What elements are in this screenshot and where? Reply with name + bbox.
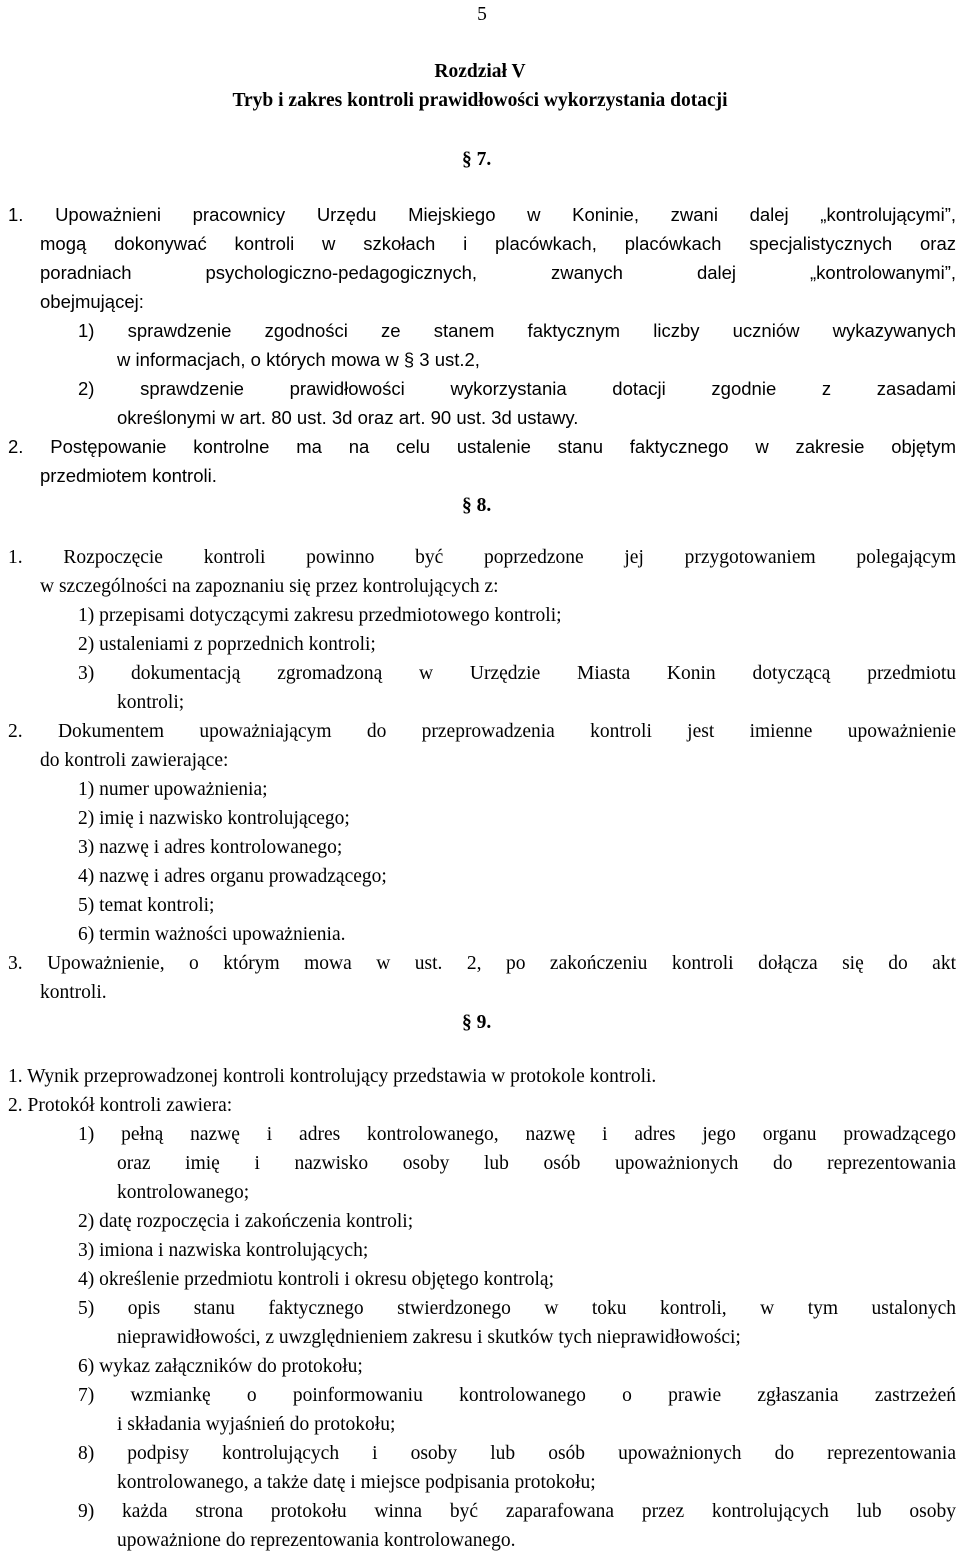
section-7-heading: § 7. <box>462 149 492 170</box>
list-item-line: kontrolowanego; <box>117 1182 250 1203</box>
page-number: 5 <box>477 4 487 25</box>
list-item-line: 4) nazwę i adres organu prowadzącego; <box>78 866 387 887</box>
list-item-line: w informacjach, o których mowa w § 3 ust.2, <box>117 349 480 370</box>
list-item-line: 3) nazwę i adres kontrolowanego; <box>78 837 343 858</box>
paragraph-line: 2. Dokumentem upoważniającym do przeprowadzenia kontroli jest imienne upoważnienie <box>8 721 956 742</box>
list-item-line: 5) opis stanu faktycznego stwierdzonego w toku kontroli, w tym ustalonych <box>78 1298 956 1319</box>
paragraph-line: poradniach psychologiczno-pedagogicznych, zwanych dalej „kontrolowanymi”, <box>40 262 956 283</box>
list-item-line: 8) podpisy kontrolujących i osoby lub osób upoważnionych do reprezentowania <box>78 1443 956 1464</box>
list-item-line: 2) imię i nazwisko kontrolującego; <box>78 808 350 829</box>
list-item-line: 1) przepisami dotyczącymi zakresu przedmiotowego kontroli; <box>78 605 562 626</box>
list-item-line: 1) sprawdzenie zgodności ze stanem faktycznym liczby uczniów wykazywanych <box>78 320 956 341</box>
list-item-line: 6) termin ważności upoważnienia. <box>78 924 346 945</box>
paragraph-line: 1. Rozpoczęcie kontroli powinno być poprzedzone jej przygotowaniem polegającym <box>8 547 956 568</box>
list-item-line: 2) datę rozpoczęcia i zakończenia kontroli; <box>78 1211 414 1232</box>
list-item-line: 2) ustaleniami z poprzednich kontroli; <box>78 634 376 655</box>
list-item-line: kontrolowanego, a także datę i miejsce podpisania protokołu; <box>117 1472 596 1493</box>
list-item-line: 4) określenie przedmiotu kontroli i okresu objętego kontrolą; <box>78 1269 555 1290</box>
paragraph-line: przedmiotem kontroli. <box>40 465 217 486</box>
paragraph-line: mogą dokonywać kontroli w szkołach i placówkach, placówkach specjalistycznych oraz <box>40 233 956 254</box>
paragraph-line: 2. Protokół kontroli zawiera: <box>8 1095 233 1116</box>
list-item-line: 1) numer upoważnienia; <box>78 779 268 800</box>
paragraph-line: 1. Upoważnieni pracownicy Urzędu Miejskiego w Koninie, zwani dalej „kontrolującymi”, <box>8 204 956 225</box>
paragraph-line: 1. Wynik przeprowadzonej kontroli kontrolujący przedstawia w protokole kontroli. <box>8 1066 657 1087</box>
chapter-title: Rozdział V <box>434 61 526 82</box>
chapter-subtitle: Tryb i zakres kontroli prawidłowości wykorzystania dotacji <box>232 90 728 111</box>
list-item-line: 1) pełną nazwę i adres kontrolowanego, nazwę i adres jego organu prowadzącego <box>78 1124 956 1145</box>
paragraph-line: 2. Postępowanie kontrolne ma na celu ustalenie stanu faktycznego w zakresie objętym <box>8 436 956 457</box>
paragraph-line: do kontroli zawierające: <box>40 750 229 771</box>
list-item-line: 3) dokumentacją zgromadzoną w Urzędzie Miasta Konin dotyczącą przedmiotu <box>78 663 956 684</box>
list-item-line: kontroli; <box>117 692 185 713</box>
section-9-heading: § 9. <box>462 1012 492 1033</box>
section-8-heading: § 8. <box>462 495 492 516</box>
list-item-line: upoważnione do reprezentowania kontrolowanego. <box>117 1530 516 1551</box>
paragraph-line: 3. Upoważnienie, o którym mowa w ust. 2, po zakończeniu kontroli dołącza się do akt <box>8 953 956 974</box>
list-item-line: 2) sprawdzenie prawidłowości wykorzystania dotacji zgodnie z zasadami <box>78 378 956 399</box>
list-item-line: 9) każda strona protokołu winna być zaparafowana przez kontrolujących lub osoby <box>78 1501 956 1522</box>
list-item-line: 3) imiona i nazwiska kontrolujących; <box>78 1240 369 1261</box>
list-item-line: i składania wyjaśnień do protokołu; <box>117 1414 396 1435</box>
list-item-line: 6) wykaz załączników do protokołu; <box>78 1356 363 1377</box>
paragraph-line: w szczególności na zapoznaniu się przez kontrolujących z: <box>40 576 499 597</box>
list-item-line: oraz imię i nazwisko osoby lub osób upoważnionych do reprezentowania <box>117 1153 956 1174</box>
list-item-line: określonymi w art. 80 ust. 3d oraz art. 90 ust. 3d ustawy. <box>117 407 579 428</box>
list-item-line: nieprawidłowości, z uwzględnieniem zakresu i skutków tych nieprawidłowości; <box>117 1327 741 1348</box>
list-item-line: 7) wzmiankę o poinformowaniu kontrolowanego o prawie zgłaszania zastrzeżeń <box>78 1385 956 1406</box>
paragraph-line: kontroli. <box>40 982 107 1003</box>
list-item-line: 5) temat kontroli; <box>78 895 215 916</box>
paragraph-line: obejmującej: <box>40 291 144 312</box>
